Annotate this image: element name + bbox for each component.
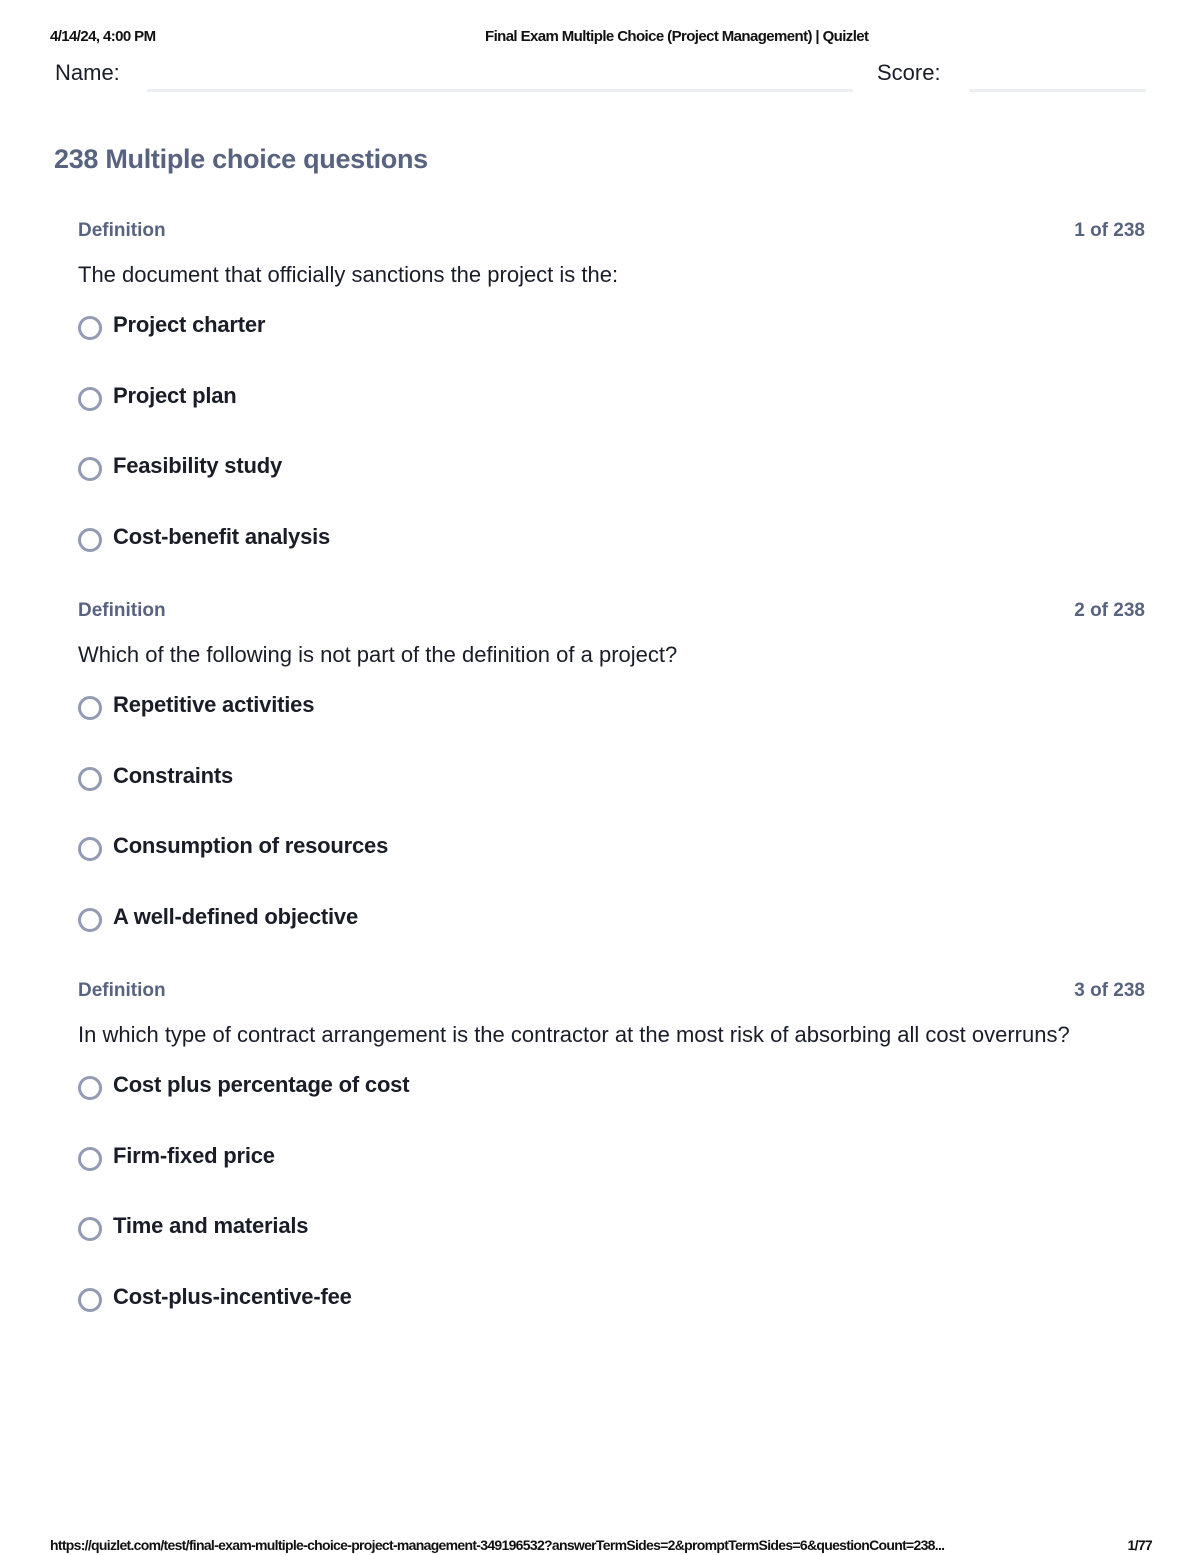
answer-option-label: Cost plus percentage of cost <box>113 1072 410 1097</box>
name-label: Name: <box>55 60 120 85</box>
question-counter: 3 of 238 <box>1074 980 1145 1001</box>
answer-option[interactable] <box>78 898 1145 969</box>
radio-icon[interactable] <box>78 457 102 481</box>
question-card <box>78 600 1145 969</box>
answer-option-label: Cost-plus-incentive-fee <box>113 1284 352 1310</box>
radio-icon[interactable] <box>78 837 102 861</box>
answer-option-label: Feasibility study <box>113 453 282 479</box>
question-prompt: In which type of contract arrangement is the contractor at the most risk of absorbing all cost overruns? <box>78 1022 1070 1047</box>
question-meta <box>78 220 1145 246</box>
print-footer <box>50 1537 1152 1555</box>
print-page-number: 1/77 <box>1127 1537 1152 1553</box>
answer-option-label: A well-defined objective <box>113 904 358 930</box>
name-score-row <box>55 60 1146 96</box>
radio-icon[interactable] <box>78 316 102 340</box>
radio-icon[interactable] <box>78 696 102 720</box>
answer-option[interactable] <box>78 757 1145 828</box>
question-type-label: Definition <box>78 980 166 1001</box>
answer-option[interactable] <box>78 1207 1145 1278</box>
radio-icon[interactable] <box>78 1288 102 1312</box>
radio-icon[interactable] <box>78 528 102 552</box>
print-header <box>50 28 1152 48</box>
question-type-label: Definition <box>78 220 166 241</box>
answer-option-label: Time and materials <box>113 1213 309 1239</box>
question-meta <box>78 600 1145 626</box>
answer-option[interactable] <box>78 447 1145 518</box>
score-label: Score: <box>877 60 941 85</box>
answer-option[interactable] <box>78 518 1145 589</box>
answer-options <box>78 306 1145 589</box>
question-counter: 2 of 238 <box>1074 600 1145 621</box>
answer-option[interactable] <box>78 1137 1145 1208</box>
question-prompt: The document that officially sanctions the project is the: <box>78 262 619 287</box>
answer-options <box>78 1066 1145 1349</box>
answer-option[interactable] <box>78 827 1145 898</box>
answer-option-label: Repetitive activities <box>113 692 315 717</box>
answer-options <box>78 686 1145 969</box>
question-card <box>78 980 1145 1349</box>
answer-option-label: Project charter <box>113 312 266 337</box>
question-card <box>78 220 1145 589</box>
question-type-label: Definition <box>78 600 166 621</box>
print-url: https://quizlet.com/test/final-exam-multiple-choice-project-management-349196532?answerTermSides=2&promptTermSides=6&questionCount=238... <box>50 1537 945 1553</box>
answer-option[interactable] <box>78 377 1145 448</box>
answer-option-label: Firm-fixed price <box>113 1142 275 1168</box>
question-counter: 1 of 238 <box>1074 220 1145 241</box>
answer-option[interactable] <box>78 1278 1145 1349</box>
radio-icon[interactable] <box>78 908 102 932</box>
print-datetime: 4/14/24, 4:00 PM <box>50 28 156 45</box>
radio-icon[interactable] <box>78 1076 102 1100</box>
page-title: 238 Multiple choice questions <box>54 144 428 174</box>
answer-option-label: Cost-benefit analysis <box>113 524 331 550</box>
radio-icon[interactable] <box>78 1147 102 1171</box>
radio-icon[interactable] <box>78 387 102 411</box>
question-prompt: Which of the following is not part of the definition of a project? <box>78 642 678 667</box>
question-meta <box>78 980 1145 1006</box>
answer-option[interactable] <box>78 686 1145 757</box>
answer-option[interactable] <box>78 1066 1145 1137</box>
answer-option-label: Consumption of resources <box>113 833 389 859</box>
score-field[interactable] <box>969 89 1146 92</box>
radio-icon[interactable] <box>78 1217 102 1241</box>
answer-option[interactable] <box>78 306 1145 377</box>
answer-option-label: Constraints <box>113 762 234 788</box>
answer-option-label: Project plan <box>113 382 237 408</box>
radio-icon[interactable] <box>78 767 102 791</box>
print-page-title: Final Exam Multiple Choice (Project Management) | Quizlet <box>485 28 869 45</box>
name-field[interactable] <box>147 89 853 92</box>
